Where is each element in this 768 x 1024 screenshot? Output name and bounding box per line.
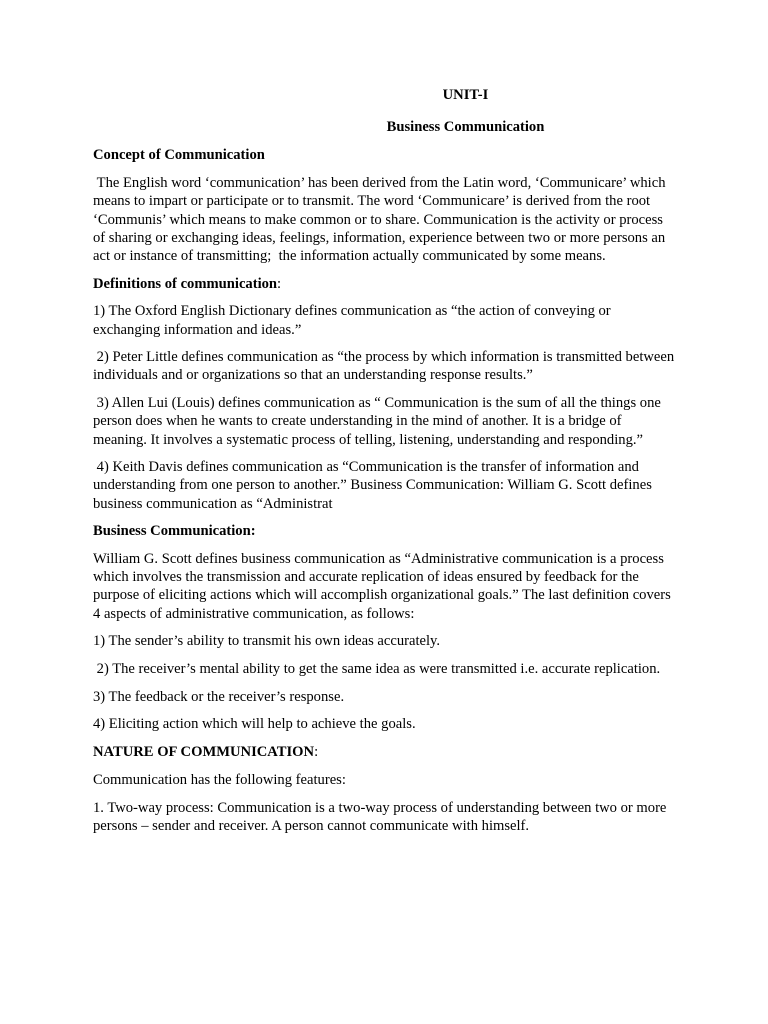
aspect-item: 4) Eliciting action which will help to achieve the goals. [93, 716, 416, 733]
document-body [93, 86, 678, 845]
definition-item: 1) The Oxford English Dictionary defines communication as “the action of conveying or exchanging information and ideas.” [93, 303, 615, 338]
definition-item: 2) Peter Little defines communication as “the process by which information is transmitted between individuals and or organizations so that an understanding response results.” [93, 349, 678, 384]
nature-heading [93, 743, 678, 761]
definitions-heading [93, 275, 678, 293]
nature-intro: Communication has the following features: [93, 771, 346, 788]
nature-heading-text: NATURE OF COMMUNICATION [93, 744, 315, 761]
aspect-item: 2) The receiver’s mental ability to get the same idea as were transmitted i.e. accurate replication. [93, 661, 661, 678]
feature-item: 1. Two-way process: Communication is a two-way process of understanding between two or more persons – sender and receiver. A person cannot communicate with himself. [93, 799, 667, 834]
definition-item: 3) Allen Lui (Louis) defines communication as “ Communication is the sum of all the things one person does when he wants to create understanding in the mind of another. It is a bridge of meaning. It involves a systematic process of telling, listening, understanding and responding.” [93, 395, 665, 448]
concept-heading: Concept of Communication [93, 147, 265, 164]
business-communication-paragraph: William G. Scott defines business communication as “Administrative communication is a process which involves the transmission and accurate replication of ideas ensured by feedback for the purpose of eliciting actions which will accomplish organizational goals.” The last definition covers 4 aspects of administrative communication, as follows: [93, 551, 671, 622]
document-subtitle: Business Communication [386, 119, 545, 136]
definitions-heading-colon: : [277, 275, 282, 292]
aspect-item: 3) The feedback or the receiver’s response. [93, 688, 345, 705]
aspect-item: 1) The sender’s ability to transmit his own ideas accurately. [93, 633, 441, 650]
definition-item: 4) Keith Davis defines communication as “Communication is the transfer of information and understanding from one person to another.” Business Communication: William G. Scott defines business communication as “Administrat [93, 459, 656, 512]
unit-title: UNIT-I [442, 87, 489, 103]
definitions-heading-text: Definitions of communication [93, 275, 278, 292]
business-communication-heading: Business Communication: [93, 523, 256, 540]
concept-paragraph: The English word ‘communication’ has been derived from the Latin word, ‘Communicare’ which means to impart or participate or to transmit. The word ‘Communicare’ is derived from the root ‘Communis’ which means to make common or to share. Communication is the activity or process of sharing or exchanging ideas, feelings, information, experience between two or more persons an act or instance of transmitting; the information actually communicated by some means. [93, 175, 670, 264]
nature-heading-colon: : [314, 744, 319, 761]
